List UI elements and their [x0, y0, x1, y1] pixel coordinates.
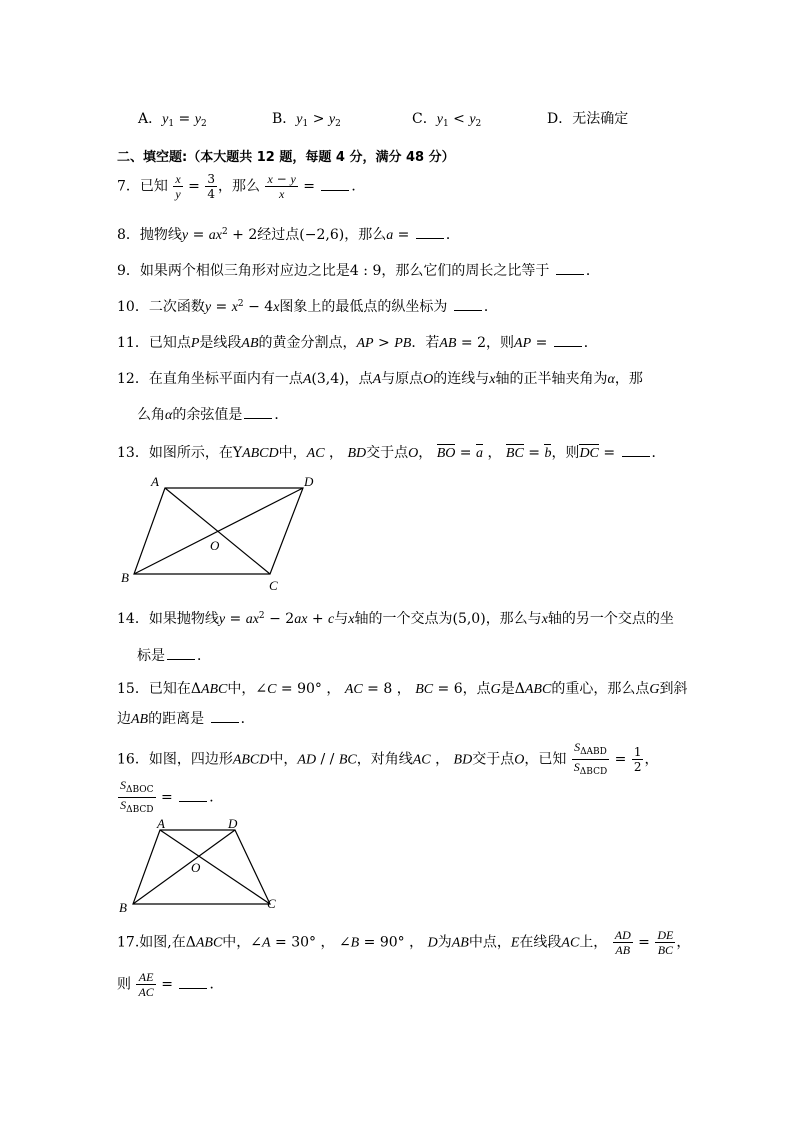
option-b: B．$y_1 > y_2$ [272, 111, 341, 129]
label-a: A [157, 816, 165, 831]
label-b: B [119, 900, 127, 915]
label-o: O [191, 860, 201, 875]
question-16: 16．如图，四边形ABCD中，AD / / BC，对角线AC ， BD交于点O，已知 $\frac{S_{\Delta ABD}}{S_{\Delta BCD}}$ = $\frac{1}{2}$ ， [117, 740, 659, 777]
question-11: 11．已知点P是线段AB的黄金分割点，AP > PB．若AB = 2，则AP = ． [117, 335, 598, 351]
question-8: 8．抛物线$y = ax^2 + 2$经过点(−2,6)，那么a = ． [117, 227, 460, 243]
option-c: C．$y_1 < y_2$ [412, 111, 482, 129]
question-7: 7．已知 $\frac{x}{y}$ = $\frac{3}{4}$ ，那么 $\frac{x - y}{x}$ = ． [117, 172, 366, 201]
question-10: 10．二次函数$y = x^2 - 4x$图象上的最低点的纵坐标为 ． [117, 299, 498, 315]
label-c: C [267, 896, 276, 911]
label-d: D [304, 474, 314, 489]
option-d: D．无法确定 [547, 111, 629, 127]
label-a: A [151, 474, 159, 489]
label-c: C [269, 578, 278, 592]
question-16-line2: $\frac{S_{\Delta BOC}}{S_{\Delta BCD}}$ = ． [120, 778, 224, 815]
trapezoid-figure [115, 816, 285, 918]
question-12: 12．在直角坐标平面内有一点A(3,4)，点A与原点O的连线与x轴的正半轴夹角为α，那 [117, 371, 643, 387]
question-15: 15．已知在ΔABC中，∠C = 90° ， AC = 8 ， BC = 6，点G是ΔABC的重心，那么点G到斜 [117, 681, 688, 697]
question-12-line2: 么角α的余弦值是 ． [137, 407, 289, 423]
parallelogram-figure [115, 470, 325, 592]
question-14-line2: 标是 ． [137, 648, 211, 664]
option-a: A．$y_1 = y_2$ [138, 111, 207, 129]
question-9: 9．如果两个相似三角形对应边之比是4 : 9，那么它们的周长之比等于 ． [117, 263, 600, 279]
label-b: B [121, 570, 129, 585]
question-14: 14．如果抛物线$y = ax^2 - 2ax + c$与x轴的一个交点为(5,0)，那么与x轴的另一个交点的坐 [117, 611, 674, 627]
trapezoid-shape [133, 830, 270, 904]
label-o: O [210, 538, 220, 553]
diagonal-bd [134, 488, 303, 574]
question-15-line2: 边AB的距离是 ． [117, 711, 255, 727]
diagonal-bd [133, 830, 235, 904]
section-title: 二、填空题:（本大题共 12 题，每题 4 分，满分 48 分） [117, 150, 455, 165]
question-13: 13．如图所示，在YABCD中，AC ， BD交于点O， BO = a ， BC = b，则DC = ． [117, 445, 666, 461]
label-d: D [228, 816, 238, 831]
question-17: 17.如图,在ΔABC中，∠A = 30° ， ∠B = 90° ， D为AB中点，E在线段AC上， $\frac{AD}{AB}$ = $\frac{DE}{BC}$ ， [117, 928, 691, 957]
question-17-line2: 则 $\frac{AE}{AC}$ = ． [117, 970, 224, 999]
diagonal-ac [160, 830, 270, 904]
